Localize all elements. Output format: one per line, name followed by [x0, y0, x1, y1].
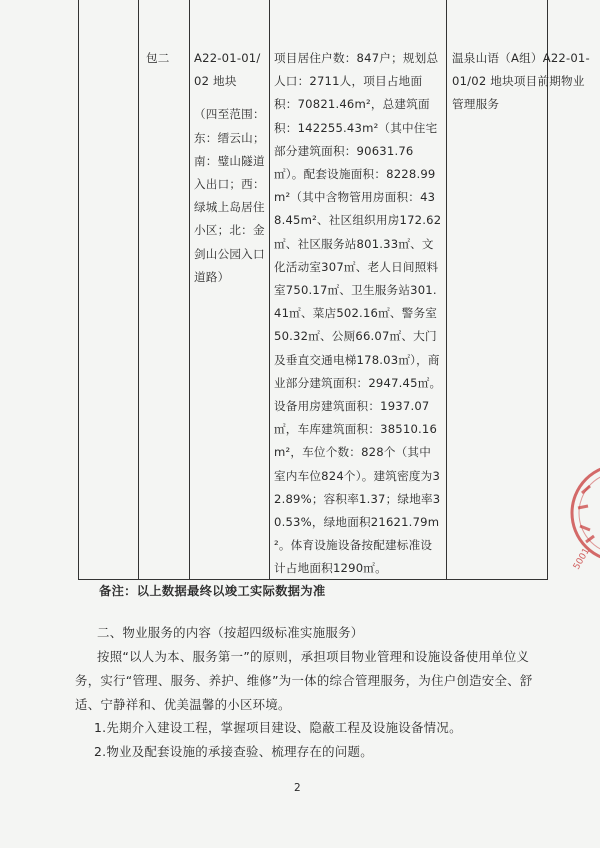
seal-stamp: [568, 438, 600, 588]
plot-code: A22-01-01/02 地块: [194, 51, 261, 89]
section-heading: 二、物业服务的内容（按超四级标准实施服务）: [97, 625, 364, 640]
table-note: 备注：以上数据最终以竣工实际数据为准: [99, 584, 326, 598]
project-details-cell: 项目居住户数：847户；规划总人口：2711人，项目占地面积：70821.46m²，总建筑面积：142255.43m²（其中住宅部分建筑面积：90631.76㎡）。配套设施面积：8228.99m²（其中含物管用房面积：438.45m²、社区组织用房172.62㎡、社区服务站801.33㎡、文化活动室307㎡、老人日间照料室750.17㎡、卫生服务站301.41㎡、菜店502.16㎡、警务室50.32㎡、公厕66.07㎡、大门及垂直交通电梯178.03㎡），商业部分建筑面积：2947.45㎡。设备用房建筑面积：1937.07㎡，车库建筑面积：38510.16m²，车位个数：828个（其中室内车位824个）。建筑密度为32.89%；容积率1.37；绿地率30.53%，绿地面积21621.79m²。体育设施设备按配建标准设计占地面积1290㎡。: [274, 51, 442, 576]
plot-cell: [194, 47, 268, 289]
table-divider: [269, 0, 270, 580]
package-cell: 包二: [146, 51, 170, 65]
table-divider: [138, 0, 139, 580]
svg-text:5001: 5001: [571, 546, 593, 572]
section-body: 按照“以人为本、服务第一”的原则，承担项目物业管理和设施设备使用单位义务，实行“管理、服务、养护、维修”为一体的综合管理服务，为住户创造安全、舒适、宁静祥和、优美温馨的小区环境。: [75, 649, 533, 712]
table-border-left: [78, 0, 79, 580]
list-item: 1.先期介入建设工程，掌握项目建设、隐蔽工程及设施设备情况。: [94, 720, 462, 735]
list-item: 2.物业及配套设施的承接查验、梳理存在的问题。: [94, 744, 373, 759]
table-divider: [189, 0, 190, 580]
page-number: 2: [294, 782, 301, 794]
service-name-cell: 温泉山语（A组）A22-01-01/02 地块项目前期物业管理服务: [452, 51, 590, 112]
table-divider: [446, 0, 447, 580]
plot-boundary: （四至范围：东：缙云山；南：璧山隧道入出口；西：绿城上岛居住小区；北：金剑山公园入口道路）: [194, 107, 265, 284]
